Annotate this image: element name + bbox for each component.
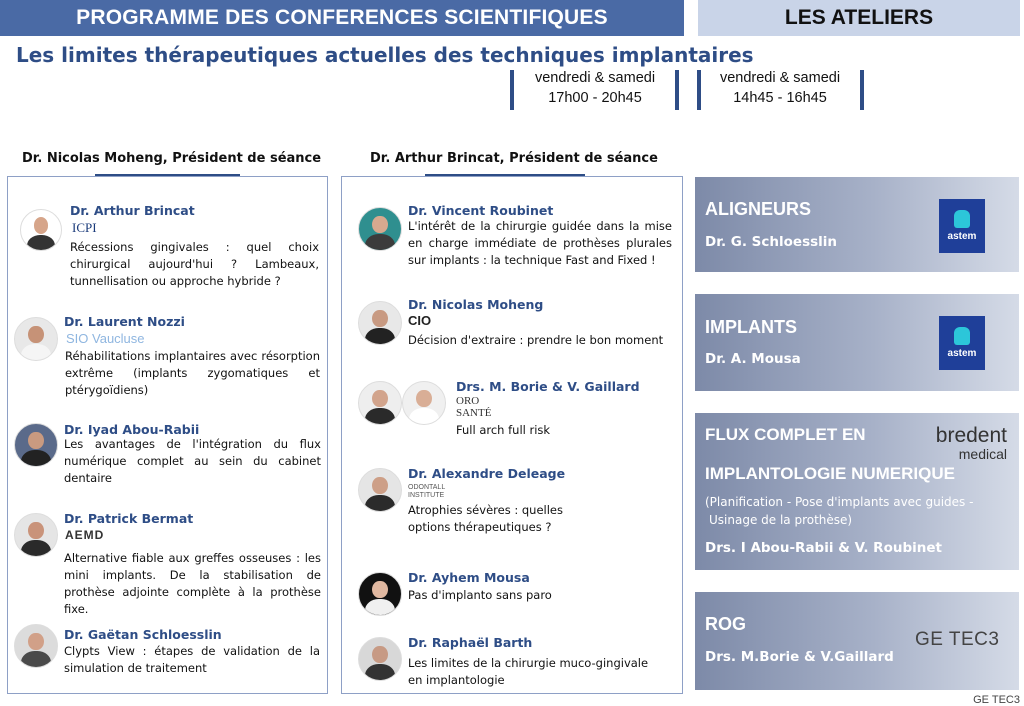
right-talks-panel bbox=[341, 176, 683, 694]
speaker-photo-icon bbox=[358, 207, 402, 251]
atelier-description: (Planification - Pose d'implants avec guides - bbox=[705, 495, 974, 509]
atelier-speaker: Dr. A. Mousa bbox=[705, 351, 801, 367]
getec3-logo-icon: GE TEC3 bbox=[915, 629, 1000, 650]
talk-item bbox=[8, 205, 328, 305]
atelier-title: ALIGNEURS bbox=[705, 199, 812, 219]
speaker-name: Dr. Laurent Nozzi bbox=[64, 314, 185, 329]
conference-days: vendredi & samedi bbox=[534, 70, 656, 86]
talk-description: Récessions gingivales : quel choix chirurgical aujourd'hui ? Lambeaux, tunnellisation ou approche hybride ? bbox=[70, 240, 319, 288]
speaker-name: Dr. Alexandre Deleage bbox=[408, 466, 566, 481]
talk-item bbox=[342, 297, 682, 367]
atelier-implants bbox=[695, 294, 1019, 391]
atelier-days: vendredi & samedi bbox=[719, 70, 841, 86]
atelier-description: Usinage de la prothèse) bbox=[709, 513, 853, 527]
atelier-title: ROG bbox=[705, 614, 747, 634]
speaker-photo-icon bbox=[14, 624, 58, 668]
talk-description: Full arch full risk bbox=[456, 423, 551, 437]
talk-description: Réhabilitations implantaires avec résorption extrême (implants zygomatiques et ptérygoïdiens) bbox=[65, 349, 320, 397]
atelier-title: IMPLANTS bbox=[705, 317, 797, 337]
talk-description: Les limites de la chirurgie muco-gingivale en implantologie bbox=[408, 656, 649, 687]
speaker-name: Dr. Gaëtan Schloesslin bbox=[64, 627, 222, 642]
conference-program-header: PROGRAMME DES CONFERENCES SCIENTIFIQUES bbox=[0, 0, 684, 36]
talk-item bbox=[342, 570, 682, 620]
left-talks-panel bbox=[7, 176, 328, 694]
talk-item bbox=[342, 635, 682, 695]
talk-item bbox=[8, 315, 328, 405]
atelier-speaker: Dr. G. Schloesslin bbox=[705, 234, 838, 250]
atelier-time: 14h45 - 16h45 bbox=[733, 90, 827, 106]
affiliation: SIO Vaucluse bbox=[66, 331, 145, 346]
divider bbox=[860, 70, 864, 110]
atelier-rog bbox=[695, 592, 1019, 690]
talk-item bbox=[8, 421, 328, 485]
program-subtitle: Les limites thérapeutiques actuelles des techniques implantaires bbox=[16, 43, 754, 67]
talk-description: Pas d'implanto sans paro bbox=[408, 588, 552, 602]
speaker-name: Dr. Raphaël Barth bbox=[408, 635, 533, 650]
speaker-photo-icon bbox=[14, 317, 58, 361]
talk-description: Les avantages de l'intégration du flux numérique complet au sein du cabinet dentaire bbox=[64, 437, 321, 485]
speaker-name: Dr. Patrick Bermat bbox=[64, 511, 194, 526]
astem-logo-icon: astem bbox=[939, 316, 985, 370]
speaker-photo-icon bbox=[20, 209, 62, 251]
speaker-name: Dr. Nicolas Moheng bbox=[408, 297, 544, 312]
atelier-speaker: Drs. M.Borie & V.Gaillard bbox=[705, 649, 894, 665]
atelier-schedule bbox=[705, 68, 855, 112]
getec3-footer-logo-icon: GE TEC3 bbox=[973, 694, 1020, 706]
workshops-header: LES ATELIERS bbox=[698, 0, 1020, 36]
affiliation: CIO bbox=[408, 313, 432, 328]
talk-description: Décision d'extraire : prendre le bon moment bbox=[408, 333, 664, 347]
speaker-photo-icon bbox=[358, 381, 402, 425]
speaker-photo-icon bbox=[358, 301, 402, 345]
right-president: Dr. Arthur Brincat, Président de séance bbox=[370, 151, 658, 166]
affiliation: AEMD bbox=[65, 528, 105, 542]
atelier-aligneurs bbox=[695, 177, 1019, 272]
atelier-title: FLUX COMPLET EN bbox=[705, 425, 866, 444]
bredent-logo-icon: bredent medical bbox=[935, 424, 1007, 462]
talk-description: Atrophies sévères : quelles options thérapeutiques ? bbox=[408, 503, 563, 534]
atelier-flux-numerique bbox=[695, 413, 1019, 570]
talk-description: Alternative fiable aux greffes osseuses : les mini implants. De la stabilisation de prothèse adjointe complète à la prothèse fixe. bbox=[64, 551, 321, 616]
speaker-photo-icon bbox=[358, 468, 402, 512]
talk-item bbox=[342, 466, 682, 556]
divider bbox=[697, 70, 701, 110]
atelier-speaker: Drs. I Abou-Rabii & V. Roubinet bbox=[705, 540, 942, 556]
talk-item bbox=[342, 381, 682, 451]
speaker-photo-icon bbox=[14, 423, 58, 467]
speaker-name: Dr. Iyad Abou-Rabii bbox=[64, 422, 200, 437]
left-president: Dr. Nicolas Moheng, Président de séance bbox=[22, 151, 322, 166]
speaker-name: Dr. Vincent Roubinet bbox=[408, 203, 554, 218]
conference-time: 17h00 - 20h45 bbox=[548, 90, 642, 106]
talk-description: L'intérêt de la chirurgie guidée dans la mise en charge immédiate de prothèses plurales sur implants : la technique Fast and Fixed ! bbox=[408, 219, 672, 267]
conference-schedule bbox=[520, 68, 670, 112]
speaker-photo-icon bbox=[14, 513, 58, 557]
speaker-photo-icon bbox=[358, 637, 402, 681]
talk-item bbox=[8, 627, 328, 687]
astem-logo-icon: astem bbox=[939, 199, 985, 253]
affiliation: ICPI bbox=[72, 220, 97, 235]
talk-item bbox=[342, 203, 682, 283]
speaker-name: Dr. Arthur Brincat bbox=[70, 203, 195, 218]
speaker-photo-icon bbox=[402, 381, 446, 425]
atelier-title: IMPLANTOLOGIE NUMERIQUE bbox=[705, 464, 955, 483]
talk-item bbox=[8, 511, 328, 616]
speaker-name: Dr. Ayhem Mousa bbox=[408, 570, 530, 585]
divider bbox=[510, 70, 514, 110]
affiliation: ORO SANTÉ bbox=[456, 395, 492, 419]
speaker-photo-icon bbox=[358, 572, 402, 616]
talk-description: Clypts View : étapes de validation de la simulation de traitement bbox=[64, 644, 320, 675]
affiliation: ODONTALL INSTITUTE bbox=[408, 484, 445, 499]
divider bbox=[675, 70, 679, 110]
speaker-name: Drs. M. Borie & V. Gaillard bbox=[456, 379, 640, 394]
